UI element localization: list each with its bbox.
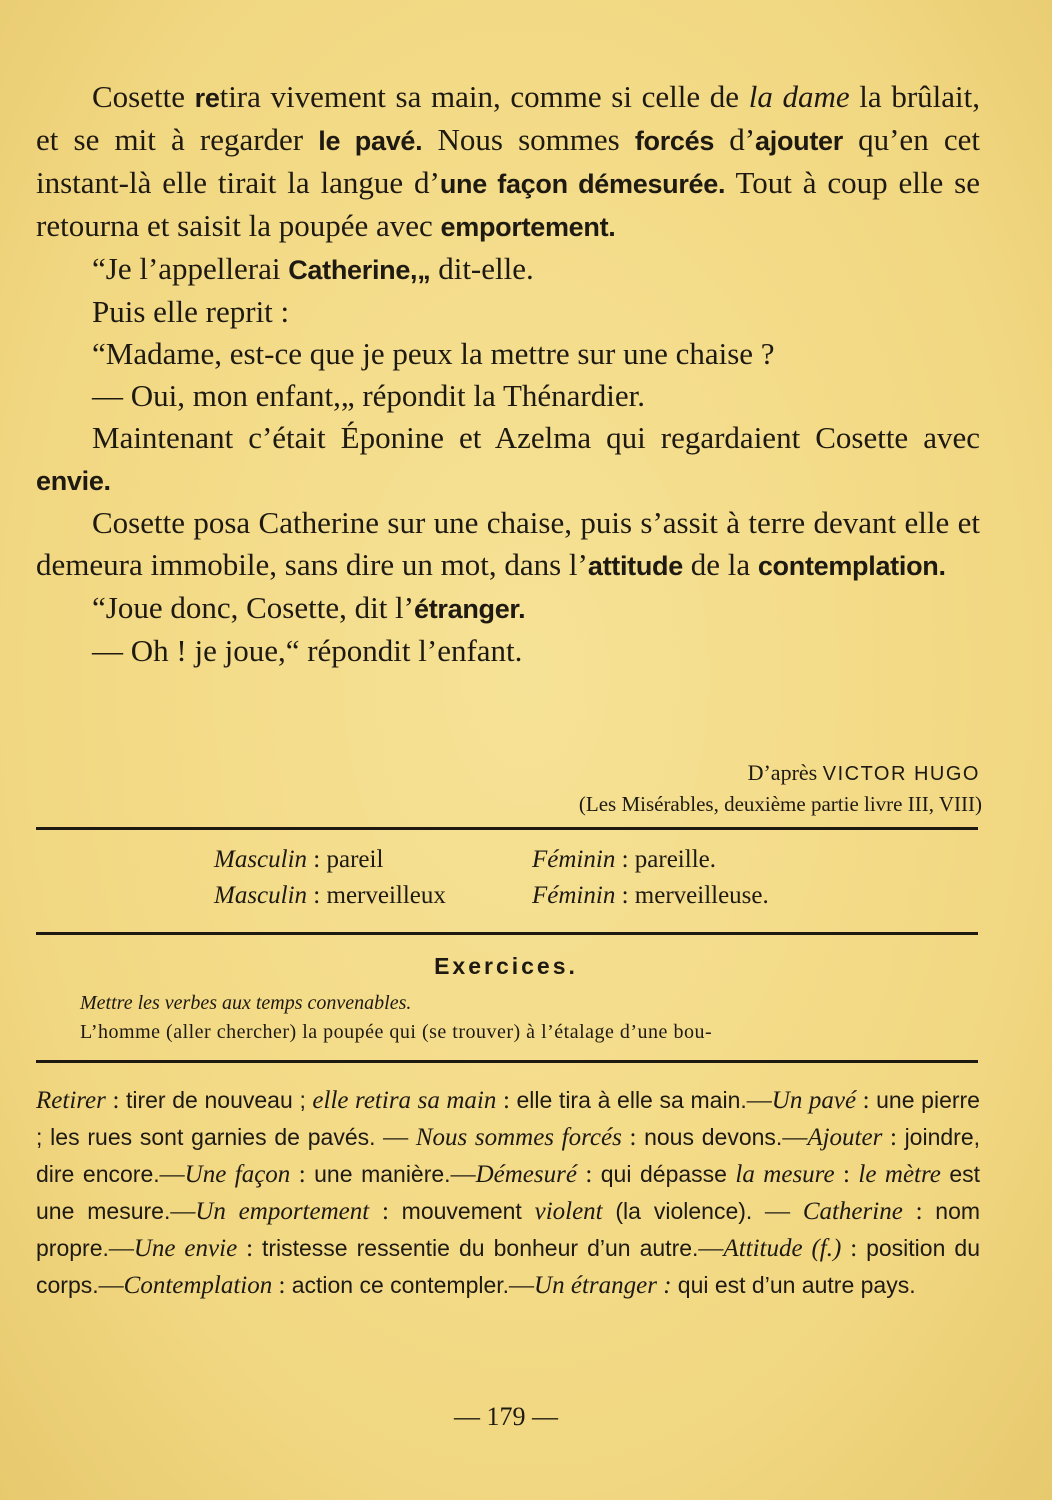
vocabulary-notes: Retirer : tirer de nouveau ; elle retira sa main : elle tira à elle sa main.—Un pavé : une pierre ; les rues sont garnies de pavés. — Nous sommes forcés : nous devons.—Ajouter : joindre, dire encore.—Une façon : une manière.—Démesuré : qui dépasse la mesure : le mètre est une mesure.—Un emportement : mouvement violent (la violence). — Catherine : nom propre.—Une envie : tristesse ressentie du bonheur d’un autre.—Attitude (f.) : position du corps.—Contemplation : action ce contempler.—Un étranger : qui est d’un autre pays. (36, 1087, 981, 1299)
vocab-def: joindre, dire encore. (36, 1124, 980, 1187)
divider (36, 827, 978, 830)
vocab-term: Un emportement (195, 1198, 370, 1225)
story-paragraph: Cosette posa Catherine sur une chaise, puis s’assit à terre devant elle et demeura immobile, sans dire un mot, dans l’attitude de la contemplation. (36, 505, 980, 582)
vocab-def: nom propre. (36, 1198, 981, 1261)
story-paragraph: Cosette retira vivement sa main, comme si celle de la dame la brûlait, et se mit à regarder le pavé. Nous sommes forcés d’ajouter qu’en cet instant-là elle tirait la langue d’une façon démesurée. Tout à coup elle se retourna et saisit la poupée avec emportement. (36, 79, 980, 243)
vocab-def: position du corps. (36, 1235, 980, 1298)
vocab-term: Retirer (36, 1087, 106, 1114)
exercises-text: L’homme (aller chercher) la poupée qui (se trouver) à l’étalage d’une bou- (80, 1021, 713, 1043)
story-paragraph: “Madame, est-ce que je peux la mettre sur une chaise ? (92, 336, 775, 371)
vocab-term: Un pavé (771, 1087, 857, 1114)
vocab-def: nous devons. (644, 1124, 783, 1150)
story-paragraph: “Je l’appellerai Catherine,„ dit-elle. (92, 251, 534, 286)
divider (36, 932, 978, 935)
vocab-def: tristesse ressentie du bonheur d’un autre. (261, 1235, 699, 1261)
vocab-def: mouvement (401, 1198, 522, 1224)
vocab-term: Démesuré (475, 1161, 577, 1188)
gender-row: Masculin : merveilleux Féminin : merveilleuse. (214, 882, 769, 909)
vocab-def: (la violence). (615, 1198, 753, 1224)
vocab-def: une pierre ; les rues sont garnies de pavés. (36, 1087, 980, 1150)
vocab-term: Une façon (184, 1161, 291, 1188)
page-number: — 179 — (454, 1402, 558, 1431)
author-name: VICTOR HUGO (822, 763, 980, 785)
vocab-term: Une envie (133, 1235, 238, 1262)
exercises-instruction: Mettre les verbes aux temps convenables. (80, 992, 412, 1014)
story-paragraph: Maintenant c’était Éponine et Azelma qui regardaient Cosette avec envie. (36, 420, 980, 496)
vocab-term: le mètre (858, 1161, 941, 1188)
vocab-term: Attitude (f.) (723, 1235, 842, 1262)
story-text (36, 76, 980, 672)
vocab-term: violent (534, 1198, 603, 1225)
vocab-def: tirer de nouveau ; (125, 1087, 306, 1113)
vocab-term: Contemplation (123, 1272, 273, 1299)
vocab-term: Nous sommes forcés (415, 1124, 622, 1151)
story-paragraph: — Oui, mon enfant,„ répondit la Thénardier. (92, 378, 645, 413)
vocab-term: elle retira sa main (312, 1087, 497, 1114)
vocab-def: est une mesure. (36, 1161, 981, 1224)
vocab-term: la mesure (735, 1161, 835, 1188)
story-paragraph: — Oh ! je joue,“ répondit l’enfant. (92, 633, 523, 668)
attribution-prefix: D’après (747, 760, 818, 785)
vocab-def: qui dépasse (600, 1161, 727, 1187)
vocab-term: Un étranger : (534, 1272, 672, 1299)
vocab-def: une manière. (314, 1161, 451, 1187)
vocab-def: qui est d’un autre pays. (677, 1272, 916, 1298)
vocab-term: Catherine (802, 1198, 903, 1225)
divider (36, 1060, 978, 1063)
story-paragraph: “Joue donc, Cosette, dit l’étranger. (92, 590, 526, 625)
source-reference: (Les Misérables, deuxième partie livre III, VIII) (578, 792, 982, 816)
story-paragraph: Puis elle reprit : (92, 294, 290, 329)
gender-table (214, 842, 769, 914)
exercises-title: Exercices. (434, 953, 578, 979)
gender-row: Masculin : pareil Féminin : pareille. (214, 846, 716, 873)
vocab-def: elle tira à elle sa main. (516, 1087, 747, 1113)
attribution (579, 758, 980, 819)
vocab-term: Ajouter (807, 1124, 883, 1151)
vocab-def: action ce contempler. (291, 1272, 510, 1298)
